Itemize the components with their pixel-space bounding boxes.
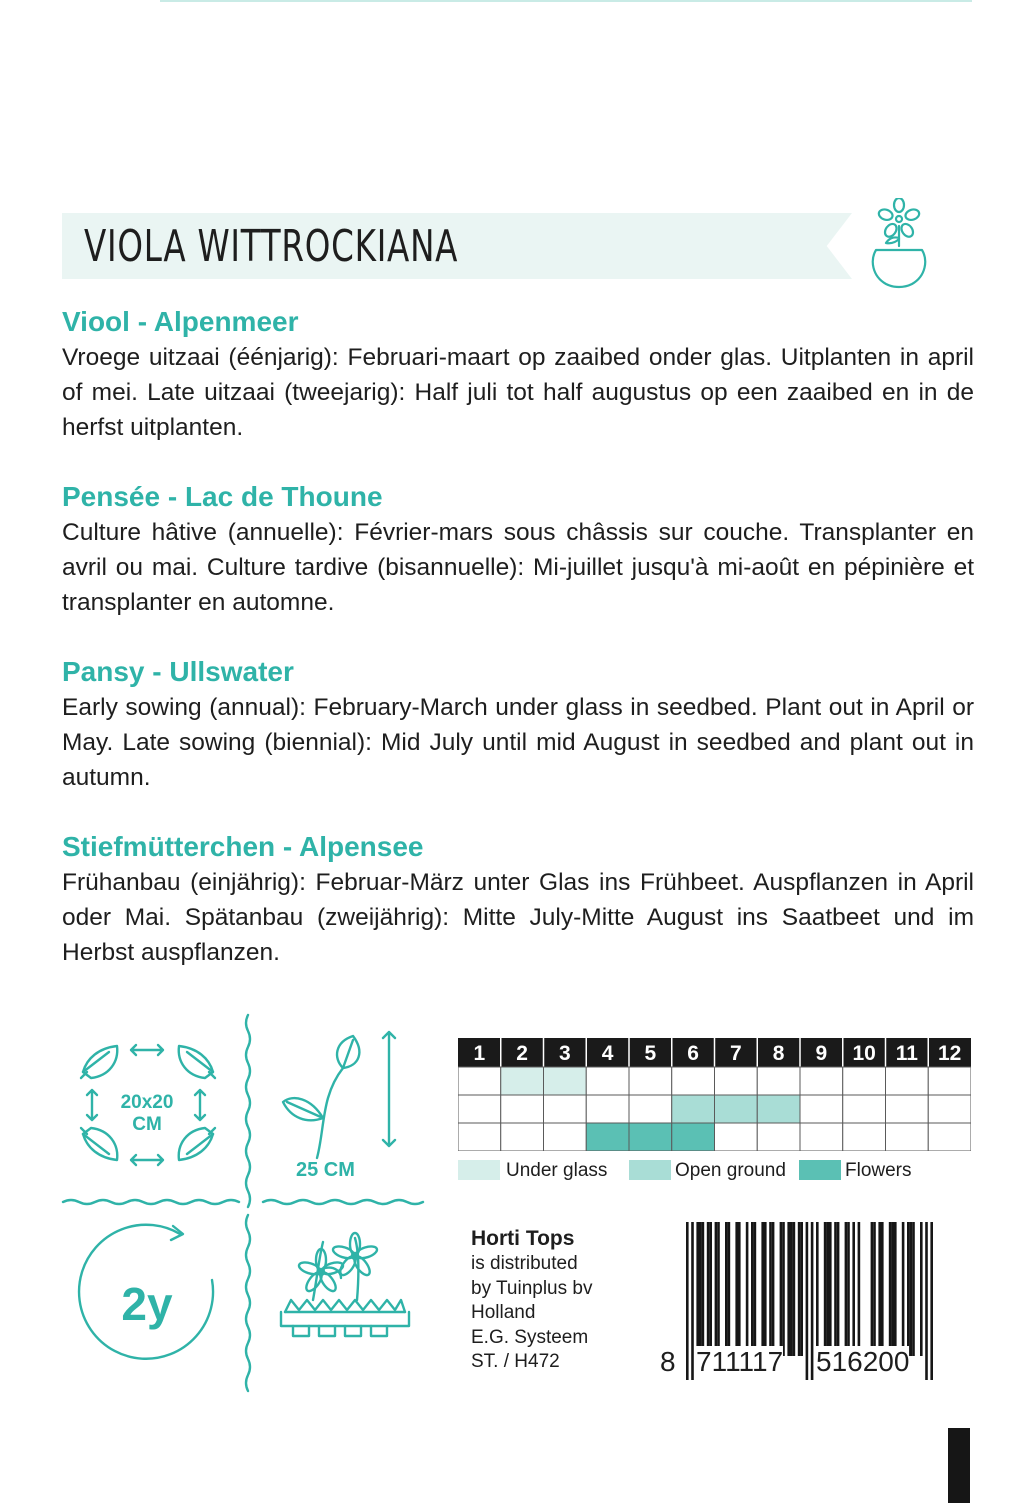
barcode-bar xyxy=(920,1222,923,1356)
section-body: Early sowing (annual): February-March under glass in seedbed. Plant out in April or May. Late sowing (biennial): Mid July until mid August in seedbed and plant out in autumn. xyxy=(62,694,974,791)
calendar-cell xyxy=(586,1095,629,1123)
barcode-bar xyxy=(707,1222,710,1356)
barcode-bar xyxy=(891,1222,894,1356)
distributor-info xyxy=(471,1226,671,1375)
barcode-bar xyxy=(824,1222,827,1356)
calendar-cell xyxy=(886,1067,929,1095)
section-french xyxy=(62,479,974,620)
distributor-line: is distributed xyxy=(471,1253,578,1274)
barcode-bar xyxy=(834,1222,837,1356)
barcode-bar xyxy=(902,1222,905,1356)
calendar-month-label: 11 xyxy=(895,1042,918,1065)
seedling-tray-icon xyxy=(281,1233,409,1336)
height-label: 25 CM xyxy=(296,1159,355,1181)
barcode-bar xyxy=(800,1222,803,1356)
section-heading: Pansy - Ullswater xyxy=(62,656,294,687)
calendar-cell-active xyxy=(544,1067,587,1095)
section-english xyxy=(62,654,974,795)
barcode-bar xyxy=(873,1222,876,1356)
barcode-bar xyxy=(746,1222,749,1356)
calendar-cell xyxy=(458,1123,501,1151)
barcode-bar xyxy=(889,1222,892,1356)
calendar-cell xyxy=(800,1095,843,1123)
barcode-digit-group: 711117 xyxy=(696,1346,784,1377)
barcode-bar xyxy=(816,1222,819,1356)
calendar-cell xyxy=(586,1067,629,1095)
barcode-bar xyxy=(772,1222,775,1356)
calendar-legend xyxy=(458,1158,978,1184)
calendar-month-label: 4 xyxy=(601,1042,614,1065)
barcode-bar xyxy=(780,1222,783,1356)
sowing-calendar xyxy=(458,1038,971,1151)
calendar-cell-active xyxy=(501,1067,544,1095)
calendar-cell xyxy=(928,1095,971,1123)
barcode-bar xyxy=(738,1222,741,1356)
barcode-bar xyxy=(790,1222,793,1356)
corner-mark xyxy=(948,1428,970,1503)
calendar-month-label: 6 xyxy=(687,1042,699,1065)
calendar-cell xyxy=(629,1095,672,1123)
distributor-line: ST. / H472 xyxy=(471,1351,560,1372)
barcode-digit-group: 516200 xyxy=(816,1346,910,1377)
barcode-bar xyxy=(709,1222,712,1356)
sprout-icon xyxy=(283,1032,395,1158)
section-dutch xyxy=(62,304,974,445)
barcode-bar xyxy=(852,1222,855,1356)
barcode-bar xyxy=(858,1222,861,1356)
barcode-bar xyxy=(735,1222,738,1356)
calendar-cell-active xyxy=(757,1095,800,1123)
barcode-digit-group: 8 xyxy=(660,1346,676,1377)
barcode-bar xyxy=(717,1222,720,1356)
calendar-cell xyxy=(928,1123,971,1151)
barcode-bar xyxy=(798,1222,801,1356)
barcode-bar xyxy=(912,1222,915,1356)
section-heading: Viool - Alpenmeer xyxy=(62,306,299,337)
calendar-cell xyxy=(544,1123,587,1151)
cycle-label: 2y xyxy=(121,1278,173,1330)
growing-info-icons xyxy=(55,1010,445,1395)
wavy-dividers xyxy=(63,1015,423,1391)
calendar-cell xyxy=(715,1067,758,1095)
barcode-bar xyxy=(878,1222,881,1356)
legend-swatch xyxy=(629,1160,671,1180)
barcode-bar xyxy=(754,1222,757,1356)
calendar-month-label: 3 xyxy=(559,1042,571,1065)
calendar-month-label: 5 xyxy=(644,1042,657,1065)
calendar-month-label: 1 xyxy=(473,1042,486,1065)
calendar-cell-active xyxy=(586,1123,629,1151)
barcode-bar xyxy=(894,1222,897,1356)
calendar-cell xyxy=(843,1095,886,1123)
section-german xyxy=(62,829,974,970)
calendar-month-label: 9 xyxy=(815,1042,828,1065)
barcode-bar xyxy=(829,1222,832,1356)
calendar-cell xyxy=(886,1095,929,1123)
calendar-cell xyxy=(715,1123,758,1151)
distributor-brand: Horti Tops xyxy=(471,1227,575,1250)
barcode-bar xyxy=(715,1222,718,1356)
calendar-cell xyxy=(843,1067,886,1095)
flower-pot-icon xyxy=(868,198,930,290)
calendar-cell xyxy=(800,1067,843,1095)
barcode-bar xyxy=(845,1222,848,1356)
calendar-month-label: 2 xyxy=(516,1042,528,1065)
calendar-cell xyxy=(501,1123,544,1151)
section-body: Vroege uitzaai (éénjarig): Februari-maart op zaaibed onder glas. Uitplanten in april of mei. Late uitzaai (tweejarig): Half juli tot half augustus op een zaaibed en in de herfst uitplanten. xyxy=(62,344,974,441)
section-body: Frühanbau (einjährig): Februar-März unter Glas ins Frühbeet. Auspflanzen in April oder Mai. Spätanbau (zweijährig): Mitte July-Mitte August ins Saatbeet und im Herbst auspflanzen. xyxy=(62,869,974,966)
calendar-cell-active xyxy=(629,1123,672,1151)
calendar-cell xyxy=(672,1067,715,1095)
calendar-cell-active xyxy=(715,1095,758,1123)
barcode-bar xyxy=(847,1222,850,1356)
calendar-cell xyxy=(458,1067,501,1095)
barcode-bar xyxy=(702,1222,705,1356)
spacing-label: 20x20 CM xyxy=(120,1092,174,1135)
calendar-cell xyxy=(757,1123,800,1151)
barcode-bar xyxy=(769,1222,772,1356)
barcode-bar xyxy=(910,1222,913,1356)
barcode-bar xyxy=(881,1222,884,1356)
barcode-bar xyxy=(764,1222,767,1356)
calendar-cell xyxy=(757,1067,800,1095)
barcode-bar xyxy=(793,1222,796,1356)
legend-swatch xyxy=(458,1160,500,1180)
calendar-cell xyxy=(458,1095,501,1123)
calendar-cell xyxy=(843,1123,886,1151)
calendar-cell xyxy=(501,1095,544,1123)
barcode-bar xyxy=(725,1222,728,1356)
section-body: Culture hâtive (annuelle): Février-mars sous châssis sur couche. Transplanter en avril ou mai. Culture tardive (bisannuelle): Mi-juillet jusqu'à mi-août en pépinière et transplanter en automne. xyxy=(62,519,974,616)
distributor-line: by Tuinplus bv xyxy=(471,1277,593,1299)
page-title: VIOLA WITTROCKIANA xyxy=(84,221,459,272)
barcode-bar xyxy=(826,1222,829,1356)
barcode-bar xyxy=(699,1222,702,1356)
barcode-bar xyxy=(696,1222,699,1356)
section-heading: Stiefmütterchen - Alpensee xyxy=(62,831,424,862)
calendar-month-label: 7 xyxy=(730,1042,742,1065)
distributor-line: E.G. Systeem xyxy=(471,1326,589,1348)
calendar-cell xyxy=(544,1095,587,1123)
top-rule xyxy=(160,0,972,2)
calendar-cell-active xyxy=(672,1095,715,1123)
barcode-bar xyxy=(761,1222,764,1356)
calendar-month-label: 12 xyxy=(937,1042,962,1065)
barcode-bar xyxy=(787,1222,790,1356)
legend-label: Flowers xyxy=(845,1160,912,1181)
legend-label: Under glass xyxy=(506,1160,608,1181)
barcode-bar xyxy=(751,1222,754,1356)
distributor-line: Holland xyxy=(471,1302,536,1323)
calendar-cell xyxy=(886,1123,929,1151)
section-heading: Pensée - Lac de Thoune xyxy=(62,481,383,512)
barcode-bar xyxy=(871,1222,874,1356)
barcode-bar xyxy=(728,1222,731,1356)
barcode-bar xyxy=(837,1222,840,1356)
barcode-bar xyxy=(782,1222,785,1356)
barcode-digits xyxy=(660,1346,960,1378)
legend-label: Open ground xyxy=(675,1160,786,1181)
calendar-cell xyxy=(928,1067,971,1095)
calendar-month-label: 10 xyxy=(852,1042,876,1065)
calendar-month-label: 8 xyxy=(772,1042,785,1065)
legend-swatch xyxy=(799,1160,841,1180)
calendar-cell xyxy=(629,1067,672,1095)
calendar-cell xyxy=(800,1123,843,1151)
calendar-cell-active xyxy=(672,1123,715,1151)
barcode-bar xyxy=(907,1222,910,1356)
